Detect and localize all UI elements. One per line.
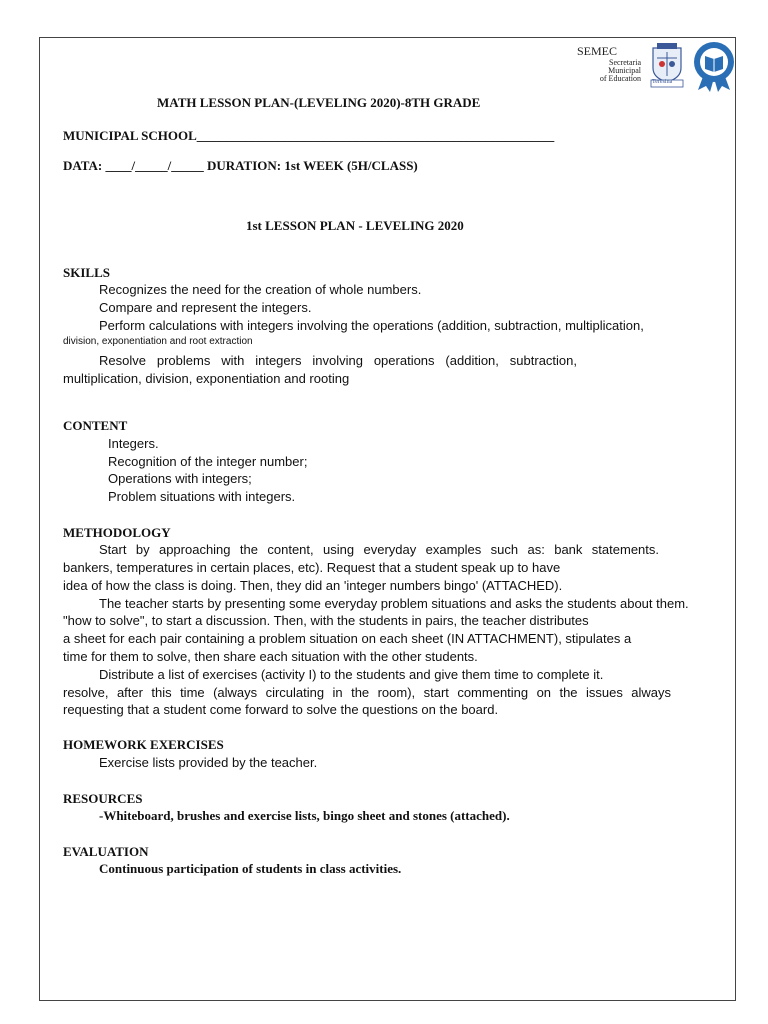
content-item: Integers. [108, 436, 159, 451]
methodology-line: The teacher starts by presenting some everyday problem situations and asks the students about them. [99, 596, 689, 611]
school-label: MUNICIPAL SCHOOL [63, 128, 197, 143]
resources-text: -Whiteboard, brushes and exercise lists, bingo sheet and stones (attached). [99, 808, 510, 823]
methodology-line: Distribute a list of exercises (activity I) to the students and give them time to complete it. [99, 667, 604, 682]
page-title: MATH LESSON PLAN-(LEVELING 2020)-8TH GRADE [157, 95, 481, 110]
methodology-line: resolve, after this time (always circulating in the room), start commenting on the issues always [63, 685, 671, 700]
evaluation-text: Continuous participation of students in class activities. [99, 861, 402, 876]
methodology-line: "how to solve", to start a discussion. Then, with the students in pairs, the teacher distributes [63, 613, 589, 628]
methodology-line: requesting that a student come forward to solve the questions on the board. [63, 702, 499, 717]
semec-logo-name: SEMEC [577, 44, 618, 58]
semec-logo-line-1: Secretaria [609, 58, 641, 67]
education-seal-icon [692, 40, 736, 92]
skills-line-3b: division, exponentiation and root extraction [63, 336, 253, 347]
skills-line-2: Compare and represent the integers. [99, 300, 312, 315]
skills-line-4b: multiplication, division, exponentiation and rooting [63, 371, 350, 386]
lesson-subtitle: 1st LESSON PLAN - LEVELING 2020 [246, 218, 464, 233]
methodology-line: a sheet for each pair containing a problem situation on each sheet (IN ATTACHMENT), stipulates a [63, 631, 632, 646]
resources-heading: RESOURCES [63, 791, 143, 806]
school-blank: _______________________________________________________ [196, 128, 555, 143]
school-field [63, 128, 554, 144]
content-item: Operations with integers; [108, 471, 252, 486]
homework-heading: HOMEWORK EXERCISES [63, 737, 224, 752]
skills-line-4: Resolve problems with integers involving operations (addition, subtraction, [99, 353, 577, 368]
methodology-line: time for them to solve, then share each situation with the other students. [63, 649, 478, 664]
skills-line-3: Perform calculations with integers involving the operations (addition, subtraction, multiplication, [99, 318, 644, 333]
semec-logo-line-2: Municipal [608, 66, 641, 75]
evaluation-heading: EVALUATION [63, 844, 149, 859]
crest-caption: Teresina [652, 79, 673, 85]
semec-logo-line-3: of Education [599, 74, 641, 83]
data-duration-line: DATA: ____/_____/_____ DURATION: 1st WEEK (5H/CLASS) [63, 158, 418, 173]
methodology-line: idea of how the class is doing. Then, they did an 'integer numbers bingo' (ATTACHED). [63, 578, 563, 593]
methodology-heading: METHODOLOGY [63, 525, 171, 540]
content-item: Recognition of the integer number; [108, 454, 308, 469]
homework-text: Exercise lists provided by the teacher. [99, 755, 318, 770]
semec-logo [577, 44, 643, 88]
content-heading: CONTENT [63, 418, 128, 433]
methodology-line: Start by approaching the content, using everyday examples such as: bank statements. [99, 542, 659, 557]
skills-line-1: Recognizes the need for the creation of whole numbers. [99, 282, 422, 297]
city-crest-icon [648, 42, 686, 88]
skills-heading: SKILLS [63, 265, 110, 280]
content-item: Problem situations with integers. [108, 489, 296, 504]
methodology-line: bankers, temperatures in certain places, etc). Request that a student speak up to have [63, 560, 561, 575]
